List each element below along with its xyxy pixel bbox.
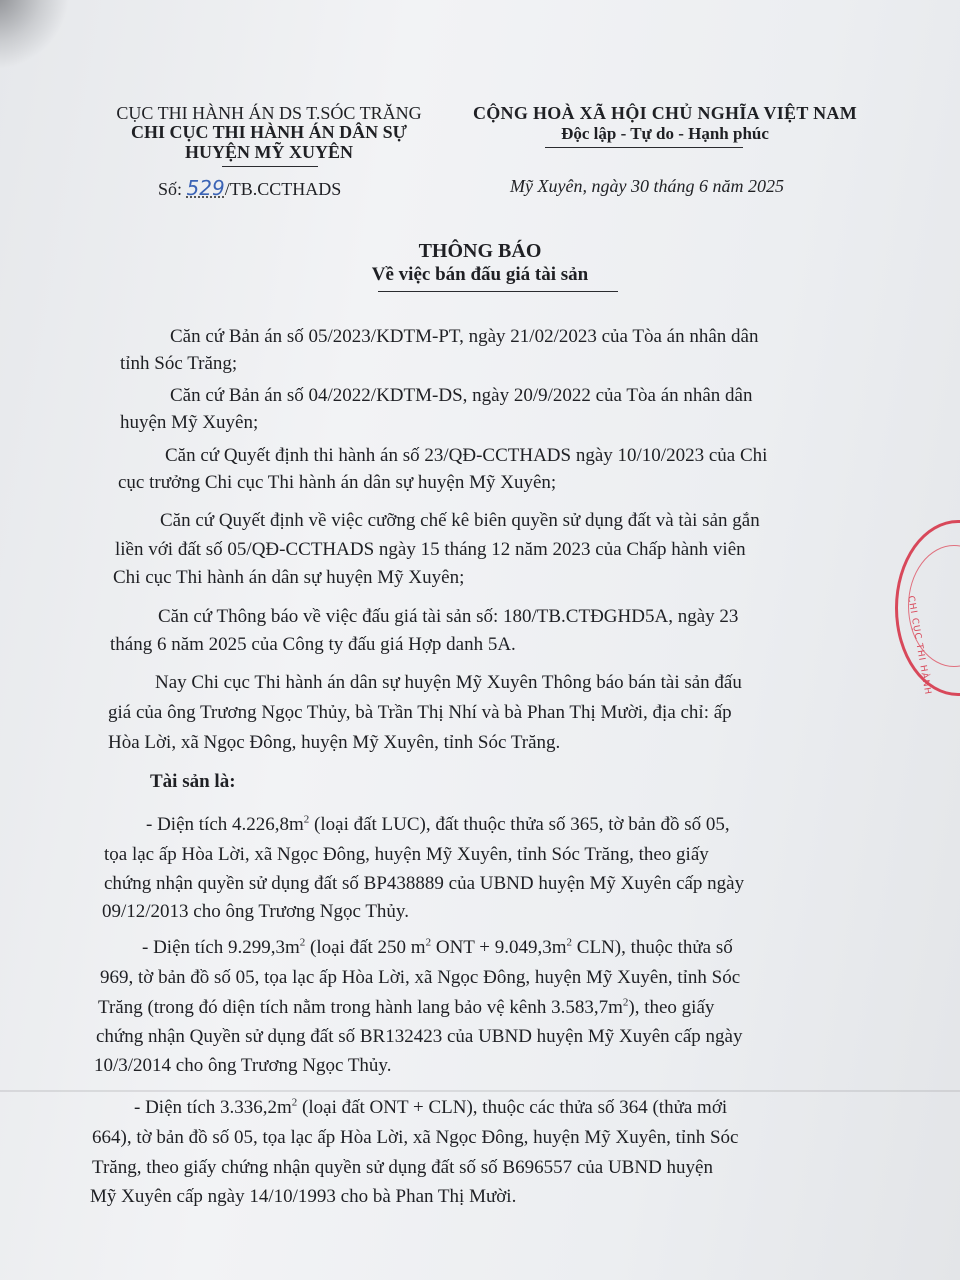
asset-2-line-2: 969, tờ bản đồ số 05, tọa lạc ấp Hòa Lời, xã Ngọc Đông, huyện Mỹ Xuyên, tỉnh Sóc (100, 967, 741, 988)
basis-4-line-3: Chi cục Thi hành án dân sự huyện Mỹ Xuyên; (113, 567, 465, 588)
basis-2-line-1: Căn cứ Bản án số 04/2022/KDTM-DS, ngày 20/9/2022 của Tòa án nhân dân (170, 385, 753, 406)
document-number (158, 176, 341, 200)
asset-3-detail: (loại đất ONT + CLN), thuộc các thửa số 364 (thửa mới (297, 1097, 728, 1118)
agency-name: CỤC THI HÀNH ÁN DS T.SÓC TRĂNG (116, 103, 422, 123)
asset-1-detail: (loại đất LUC), đất thuộc thửa số 365, tờ bản đồ số 05, (309, 814, 730, 835)
number-prefix: Số: (158, 179, 187, 199)
seal-text: CHI CỤC THI HÀNH (905, 595, 933, 697)
asset-1-line-4: 09/12/2013 cho ông Trương Ngọc Thủy. (102, 901, 409, 922)
number-suffix: /TB.CCTHADS (224, 179, 342, 199)
asset-3-line-4: Mỹ Xuyên cấp ngày 14/10/1993 cho bà Phan Thị Mười. (90, 1186, 517, 1207)
asset-1-line-2: tọa lạc ấp Hòa Lời, xã Ngọc Đông, huyện Mỹ Xuyên, tỉnh Sóc Trăng, theo giấy (104, 844, 709, 865)
basis-5-line-1: Căn cứ Thông báo về việc đấu giá tài sản số: 180/TB.CTĐGHD5A, ngày 23 (158, 606, 739, 627)
notice-line-3: Hòa Lời, xã Ngọc Đông, huyện Mỹ Xuyên, tỉnh Sóc Trăng. (108, 732, 561, 753)
country-name: CỘNG HOÀ XÃ HỘI CHỦ NGHĨA VIỆT NAM (472, 103, 858, 123)
superscript: 2 (566, 936, 573, 949)
notice-line-1: Nay Chi cục Thi hành án dân sự huyện Mỹ Xuyên Thông báo bán tài sản đấu (155, 672, 742, 693)
document-title: THÔNG BÁO (418, 240, 542, 262)
superscript: 2 (622, 996, 629, 1009)
notice-line-2: giá của ông Trương Ngọc Thủy, bà Trần Thị Nhí và bà Phan Thị Mười, địa chỉ: ấp (108, 702, 732, 723)
asset-2-line-1 (142, 933, 733, 962)
asset-3-line-1 (134, 1093, 727, 1122)
asset-2-line-4: chứng nhận Quyền sử dụng đất số BR132423 của UBND huyện Mỹ Xuyên cấp ngày (96, 1026, 743, 1047)
assets-heading: Tài sản là: (150, 771, 236, 792)
superscript: 2 (425, 936, 432, 949)
sub-agency-name: CHI CỤC THI HÀNH ÁN DÂN SỰ (130, 122, 408, 142)
asset-3-line-3: Trăng, theo giấy chứng nhận quyền sử dụng đất số số B696557 của UBND huyện (92, 1157, 713, 1178)
asset-2-corridor-end: ), theo giấy (628, 997, 715, 1018)
asset-2-detail-c: CLN), thuộc thửa số (572, 937, 733, 958)
asset-1-line-3: chứng nhận quyền sử dụng đất số BP438889 của UBND huyện Mỹ Xuyên cấp ngày (104, 873, 745, 894)
basis-1-line-1: Căn cứ Bản án số 05/2023/KDTM-PT, ngày 21/02/2023 của Tòa án nhân dân (170, 326, 759, 347)
document-subtitle: Về việc bán đấu giá tài sản (371, 264, 589, 285)
asset-2-detail-a: (loại đất 250 m (305, 937, 426, 958)
basis-4-line-1: Căn cứ Quyết định về việc cưỡng chế kê biên quyền sử dụng đất và tài sản gắn (160, 510, 760, 531)
asset-1-area: - Diện tích 4.226,8m (146, 814, 304, 835)
issuer-underline (222, 166, 318, 167)
district-name: HUYỆN MỸ XUYÊN (185, 142, 353, 162)
motto-underline (545, 147, 743, 148)
superscript: 2 (299, 936, 306, 949)
basis-3-line-1: Căn cứ Quyết định thi hành án số 23/QĐ-CCTHADS ngày 10/10/2023 của Chi (165, 445, 768, 466)
asset-2-line-3 (98, 993, 714, 1022)
paper-fold (0, 1090, 960, 1092)
handwritten-number: 529 (186, 176, 225, 200)
page-corner-shadow (0, 0, 70, 70)
basis-2-line-2: huyện Mỹ Xuyên; (120, 412, 259, 433)
basis-3-line-2: cục trưởng Chi cục Thi hành án dân sự huyện Mỹ Xuyên; (118, 472, 557, 493)
asset-2-line-5: 10/3/2014 cho ông Trương Ngọc Thủy. (94, 1055, 392, 1076)
national-motto: Độc lập - Tự do - Hạnh phúc (561, 124, 769, 143)
basis-4-line-2: liền với đất số 05/QĐ-CCTHADS ngày 15 tháng 12 năm 2023 của Chấp hành viên (115, 539, 746, 560)
asset-2-corridor: Trăng (trong đó diện tích nằm trong hành lang bảo vệ kênh 3.583,7m (98, 997, 623, 1018)
asset-2-detail-b: ONT + 9.049,3m (431, 937, 567, 958)
subtitle-underline (378, 291, 618, 292)
asset-3-area: - Diện tích 3.336,2m (134, 1097, 292, 1118)
asset-1-line-1 (146, 810, 730, 839)
asset-3-line-2: 664), tờ bản đồ số 05, tọa lạc ấp Hòa Lời, xã Ngọc Đông, huyện Mỹ Xuyên, tỉnh Sóc (92, 1127, 739, 1148)
asset-2-area: - Diện tích 9.299,3m (142, 937, 300, 958)
place-date: Mỹ Xuyên, ngày 30 tháng 6 năm 2025 (510, 176, 784, 196)
superscript: 2 (303, 813, 310, 826)
basis-1-line-2: tỉnh Sóc Trăng; (120, 353, 238, 374)
basis-5-line-2: tháng 6 năm 2025 của Công ty đấu giá Hợp danh 5A. (110, 634, 516, 655)
superscript: 2 (291, 1096, 298, 1109)
